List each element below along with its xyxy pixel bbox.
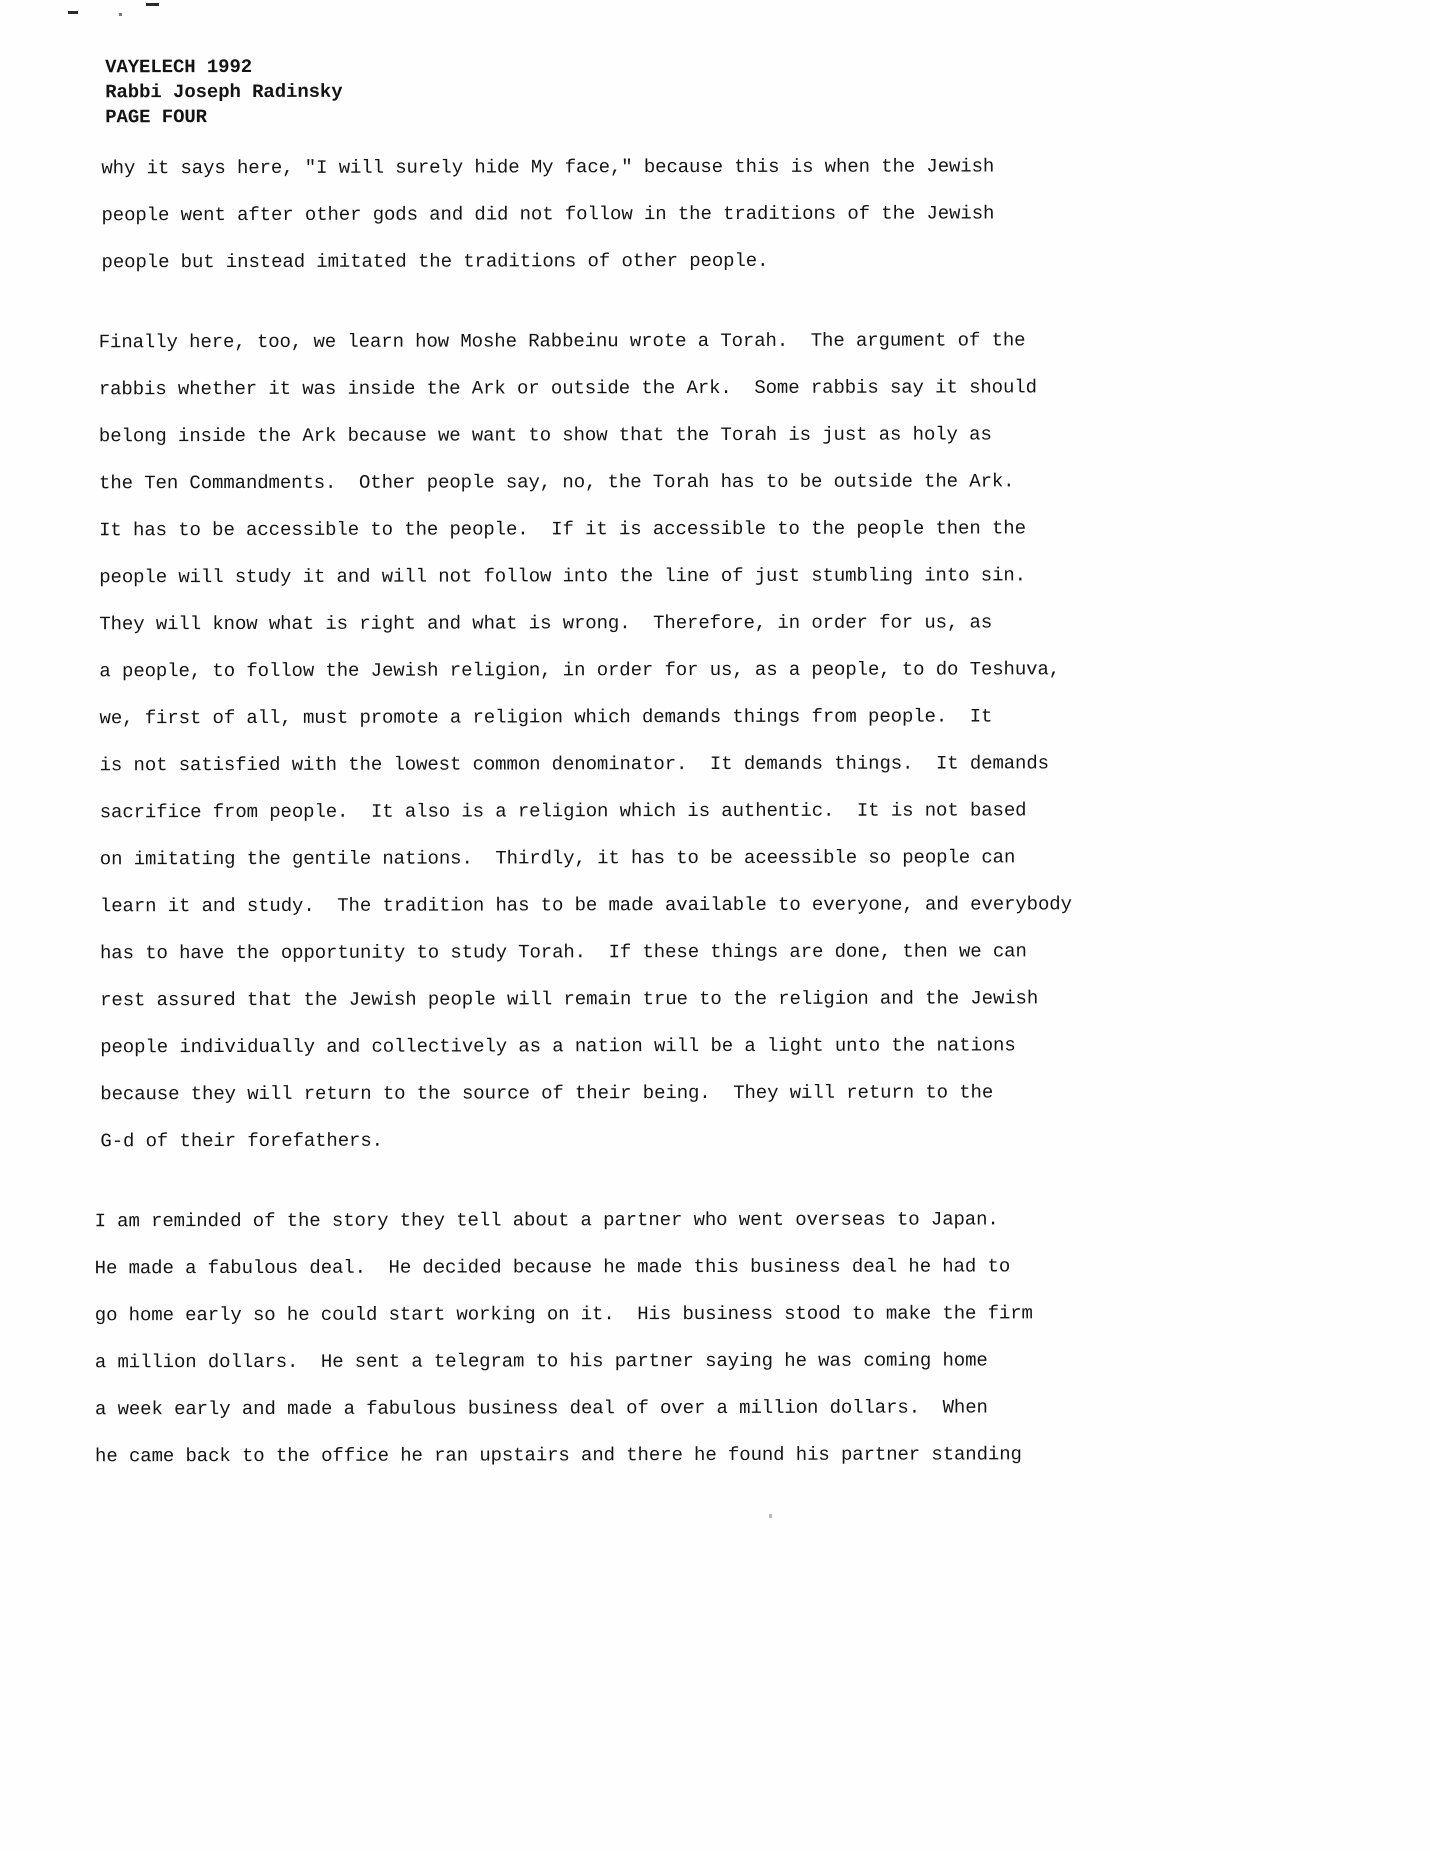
- text-line: on imitating the gentile nations. Thirdly, it has to be aceessible so people can: [99, 846, 1016, 871]
- header-author: Rabbi Joseph Radinsky: [105, 80, 343, 104]
- text-line: the Ten Commandments. Other people say, no, the Torah has to be outside the Ark.: [98, 470, 1015, 495]
- text-line: rabbis whether it was inside the Ark or outside the Ark. Some rabbis say it should: [98, 376, 1037, 401]
- text-line: is not satisfied with the lowest common denominator. It demands things. It demands: [99, 752, 1049, 777]
- text-line: a million dollars. He sent a telegram to his partner saying he was coming home: [94, 1349, 988, 1374]
- header-title: VAYELECH 1992: [105, 55, 253, 79]
- text-line: Finally here, too, we learn how Moshe Rabbeinu wrote a Torah. The argument of the: [98, 329, 1026, 354]
- scan-artifact-speck: [769, 1514, 772, 1518]
- text-line: people individually and collectively as a nation will be a light unto the nations: [100, 1034, 1016, 1059]
- paragraph: [99, 317, 1430, 1166]
- text-line: a week early and made a fabulous business deal of over a million dollars. When: [94, 1396, 988, 1421]
- scan-artifact-dash: [146, 3, 159, 6]
- paragraph: [95, 1195, 1430, 1480]
- text-line: he came back to the office he ran upstairs and there he found his partner standing: [95, 1443, 1022, 1468]
- text-line: has to have the opportunity to study Torah. If these things are done, then we can: [99, 940, 1027, 965]
- text-line: rest assured that the Jewish people will remain true to the religion and the Jewish: [100, 987, 1039, 1012]
- document-header: [105, 55, 343, 130]
- header-page-number: PAGE FOUR: [105, 106, 207, 129]
- text-line: They will know what is right and what is wrong. Therefore, in order for us, as: [99, 611, 993, 636]
- text-line: go home early so he could start working on it. His business stood to make the firm: [94, 1302, 1033, 1327]
- text-line: because they will return to the source of their being. They will return to the: [100, 1081, 994, 1106]
- text-line: why it says here, "I will surely hide My face," because this is when the Jewish: [101, 155, 995, 180]
- text-line: we, first of all, must promote a religion which demands things from people. It: [99, 705, 993, 730]
- text-line: G-d of their forefathers.: [100, 1129, 383, 1153]
- text-line: I am reminded of the story they tell about a partner who went overseas to Japan.: [94, 1208, 999, 1233]
- text-line: sacrifice from people. It also is a religion which is authentic. It is not based: [99, 799, 1027, 824]
- text-line: It has to be accessible to the people. If it is accessible to the people then the: [99, 517, 1026, 542]
- text-line: people will study it and will not follow into the line of just stumbling into sin.: [99, 564, 1026, 589]
- paragraph: [101, 143, 1430, 287]
- text-line: people but instead imitated the traditions of other people.: [101, 249, 769, 274]
- text-line: belong inside the Ark because we want to show that the Torah is just as holy as: [98, 423, 992, 448]
- text-line: learn it and study. The tradition has to be made available to everyone, and everybody: [99, 893, 1072, 918]
- text-line: He made a fabulous deal. He decided because he made this business deal he had to: [94, 1255, 1011, 1280]
- document-body: [0, 143, 1430, 1514]
- scan-artifact-dash: [68, 11, 78, 14]
- text-line: a people, to follow the Jewish religion, in order for us, as a people, to do Teshuva,: [99, 658, 1061, 683]
- text-line: people went after other gods and did not follow in the traditions of the Jewish: [101, 202, 995, 227]
- scan-artifact-dot: [119, 13, 122, 16]
